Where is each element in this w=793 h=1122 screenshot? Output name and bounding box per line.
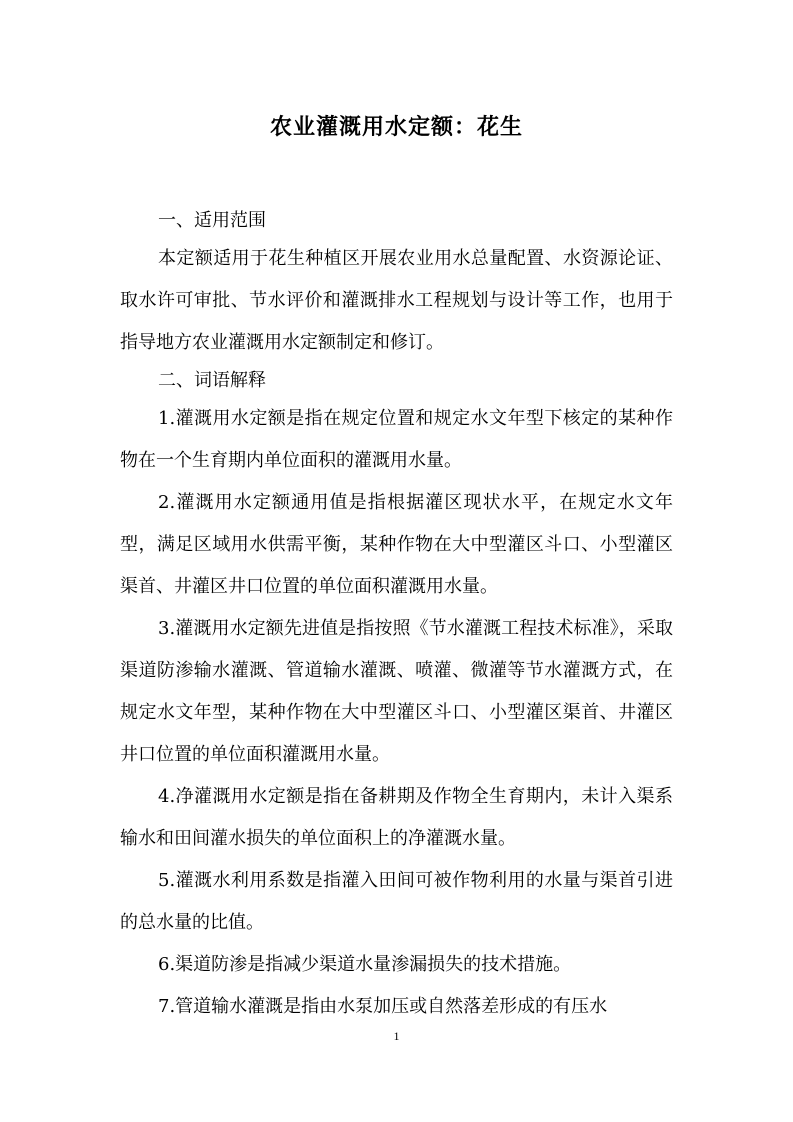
paragraph-term-1: 1.灌溉用水定额是指在规定位置和规定水文年型下核定的某种作物在一个生育期内单位面积的灌溉用水量。 xyxy=(120,408,673,471)
document-body xyxy=(120,204,673,1028)
paragraph-term-2: 2.灌溉用水定额通用值是指根据灌区现状水平，在规定水文年型，满足区域用水供需平衡，某种作物在大中型灌区斗口、小型灌区渠首、井灌区井口位置的单位面积灌溉用水量。 xyxy=(120,492,673,597)
paragraph-term-6: 6.渠道防渗是指减少渠道水量渗漏损失的技术措施。 xyxy=(158,954,572,975)
document-title: 农业灌溉用水定额：花生 xyxy=(269,115,523,140)
section-heading-scope: 一、适用范围 xyxy=(158,210,266,231)
page-number: 1 xyxy=(393,1029,400,1043)
paragraph-term-7: 7.管道输水灌溉是指由水泵加压或自然落差形成的有压水 xyxy=(158,996,608,1017)
paragraph-term-5: 5.灌溉水利用系数是指灌入田间可被作物利用的水量与渠首引进的总水量的比值。 xyxy=(120,870,673,933)
section-heading-terms: 二、词语解释 xyxy=(158,370,266,391)
paragraph-term-4: 4.净灌溉用水定额是指在备耕期及作物全生育期内，未计入渠系输水和田间灌水损失的单位面积上的净灌溉水量。 xyxy=(120,786,673,849)
paragraph-term-3: 3.灌溉用水定额先进值是指按照《节水灌溉工程技术标准》，采取渠道防渗输水灌溉、管道输水灌溉、喷灌、微灌等节水灌溉方式，在规定水文年型，某种作物在大中型灌区斗口、小型灌区渠首、井灌区井口位置的单位面积灌溉用水量。 xyxy=(120,618,673,765)
paragraph-scope: 本定额适用于花生种植区开展农业用水总量配置、水资源论证、取水许可审批、节水评价和灌溉排水工程规划与设计等工作，也用于指导地方农业灌溉用水定额制定和修订。 xyxy=(120,248,673,353)
